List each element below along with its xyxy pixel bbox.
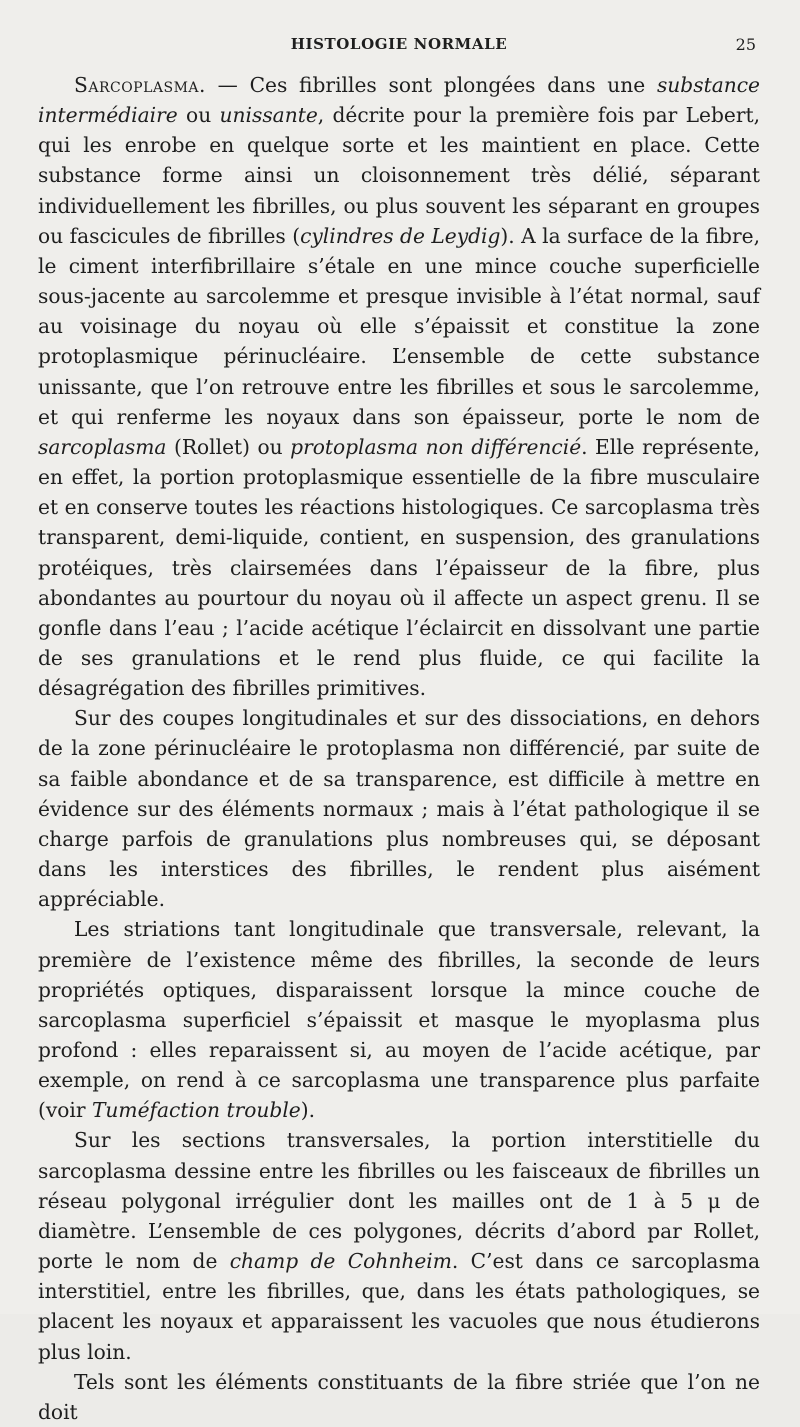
text-run: ou (177, 103, 220, 128)
page-number: 25 (735, 35, 756, 54)
paragraph-coupes: Sur des coupes longitudinales et sur des dissociations, en dehors de la zone périnucléaire le protoplasma non différencié, par suite de sa faible abondance et de sa transparence, est difficile à mettre en évidence sur des éléments normaux ; mais à l’état pathologique il se charge parfois de granulations plus nombreuses qui, se déposant dans les interstices des fibrilles, le rendent plus aisément appréciable. (38, 706, 760, 912)
paragraph-sections (38, 1125, 760, 1366)
italic-term: protoplasma non différencié (290, 434, 582, 459)
paragraph-striations (38, 914, 760, 1125)
italic-term: unissante (219, 103, 318, 128)
body-text (38, 70, 760, 1427)
italic-term: sarcoplasma (38, 434, 167, 459)
text-run: (Rollet) ou (166, 434, 291, 459)
italic-term: Tuméfaction trouble (91, 1098, 301, 1123)
italic-term: champ de Cohnheim (229, 1249, 452, 1274)
paragraph-final: Tels sont les éléments constituants de la fibre striée que l’on ne doit (38, 1369, 760, 1424)
paragraph-sarcoplasma (38, 70, 760, 703)
italic-term: substance intermédiaire (38, 73, 760, 128)
text-run: , décrite pour la première fois par Lebert, qui les enrobe en quelque sorte et les maintient en place. Cette substance forme ainsi un cloisonnement très délié, séparant individuellement les fibrilles, ou plus souvent les séparant en groupes ou fascicules de fibrilles ( (38, 103, 760, 248)
text-run: Les striations tant longitudinale que transversale, relevant, la première de l’existence même des fibrilles, la seconde de leurs propriétés optiques, disparaissent lorsque la mince couche de sarcoplasma superficiel s’épaissit et masque le myoplasma plus profond : elles reparaissent si, au moyen de l’acide acétique, par exemple, on rend à ce sarcoplasma une transparence plus parfaite (voir (38, 917, 760, 1123)
text-run: ). (300, 1098, 316, 1123)
text-run: Sur les sections transversales, la portion interstitielle du sarcoplasma dessine entre les fibrilles ou les faisceaux de fibrilles un réseau polygonal irrégulier dont les mailles ont de 1 à 5 μ de diamètre. L’ensemble de ces polygones, décrits d’abord par Rollet, porte le nom de (38, 1128, 760, 1274)
text-run: ). A la surface de la fibre, le ciment interfibrillaire s’étale en une mince couche superficielle sous-jacente au sarcolemme et presque invisible à l’état normal, sauf au voisinage du noyau où elle s’épaissit et constitue la zone protoplasmique périnucléaire. L’ensemble de cette substance unissante, que l’on retrouve entre les fibrilles et sous le sarcolemme, et qui renferme les noyaux dans son épaisseur, porte le nom de (38, 223, 760, 429)
section-heading: Sarcoplasma. (74, 73, 206, 97)
text-run: — Ces fibrilles sont plongées dans une (205, 73, 657, 97)
text-run: . Elle représente, en effet, la portion protoplasmique essentielle de la fibre musculaire et en conserve toutes les réactions histologiques. Ce sarcoplasma très transparent, demi-liquide, contient, en suspension, des granulations protéiques, très clairsemées dans l’épaisseur de la fibre, plus abondantes au pourtour du noyau où il affecte un aspect grenu. Il se gonfle dans l’eau ; l’acide acétique l’éclaircit en dissolvant une partie de ses granulations et le rend plus fluide, ce qui facilite la désagrégation des fibrilles primitives. (38, 434, 761, 701)
running-title: HISTOLOGIE NORMALE (290, 35, 508, 53)
page-header (40, 33, 758, 59)
text-run: . C’est dans ce sarcoplasma interstitiel, entre les fibrilles, que, dans les états pathologiques, se placent les noyaux et apparaissent les vacuoles que nous étudierons plus loin. (38, 1249, 760, 1364)
italic-term: cylindres de Leydig (300, 223, 501, 248)
